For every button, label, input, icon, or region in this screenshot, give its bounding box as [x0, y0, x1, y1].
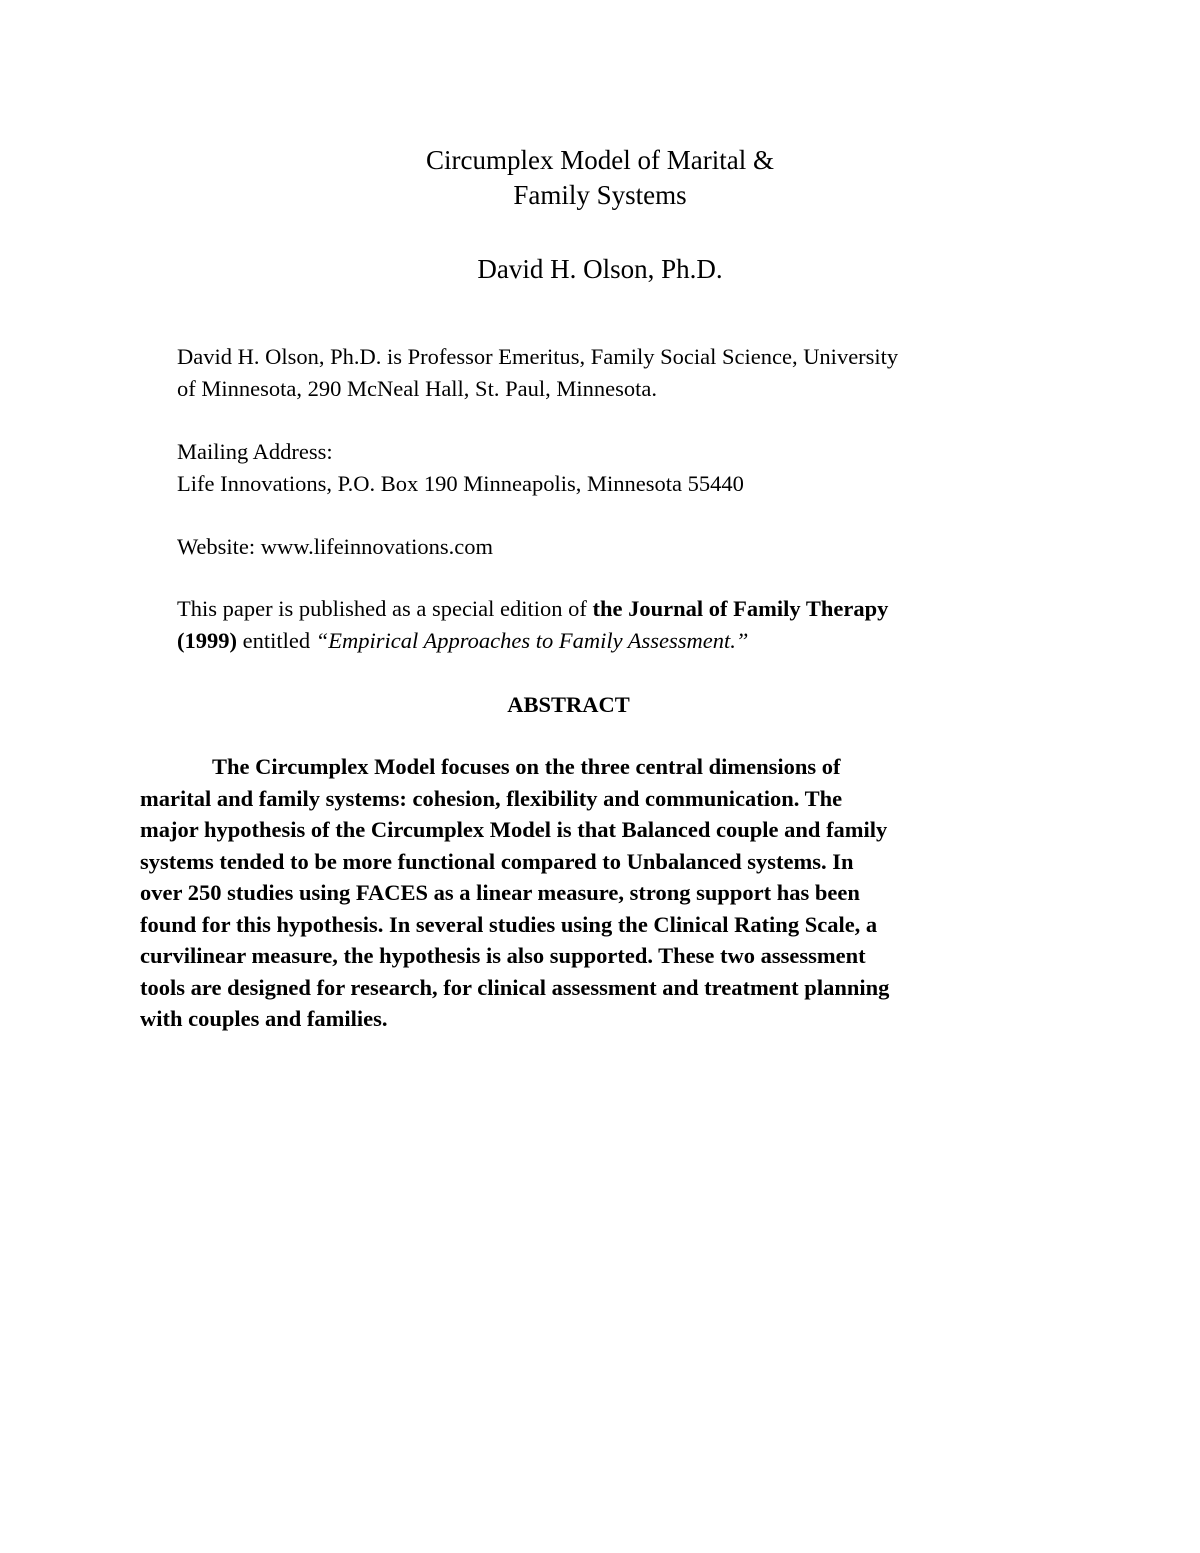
title-line-2: Family Systems [513, 180, 687, 210]
publication-note [177, 593, 1067, 656]
website-line: Website: www.lifeinnovations.com [177, 534, 494, 559]
mailing-address [177, 436, 1067, 499]
abstract-line: major hypothesis of the Circumplex Model is that Balanced couple and family [140, 817, 888, 842]
publication-line-1 [177, 593, 1067, 625]
edition-title: “Empirical Approaches to Family Assessment.” [315, 627, 749, 653]
affiliation-line-1: David H. Olson, Ph.D. is Professor Emeritus, Family Social Science, University [177, 344, 899, 369]
abstract-line: curvilinear measure, the hypothesis is also supported. These two assessment [140, 943, 866, 968]
website [177, 531, 1067, 563]
affiliation-line-2: of Minnesota, 290 McNeal Hall, St. Paul, Minnesota. [177, 375, 657, 401]
publication-prefix: This paper is published as a special edition of [177, 596, 593, 621]
abstract-line: marital and family systems: cohesion, flexibility and communication. The [140, 785, 843, 811]
journal-name: the Journal of Family Therapy [592, 596, 889, 621]
publication-line-2 [177, 625, 1067, 657]
mailing-address-line: Life Innovations, P.O. Box 190 Minneapolis, Minnesota 55440 [177, 470, 744, 496]
abstract-line: tools are designed for research, for clinical assessment and treatment planning [140, 974, 890, 1000]
abstract-heading: ABSTRACT [507, 692, 630, 717]
abstract-line: found for this hypothesis. In several studies using the Clinical Rating Scale, a [140, 911, 878, 937]
abstract-body [140, 751, 1064, 1035]
publication-entitled: entitled [237, 627, 316, 653]
title-line-1: Circumplex Model of Marital & [426, 145, 774, 175]
abstract-line: The Circumplex Model focuses on the three central dimensions of [212, 754, 841, 779]
abstract-line: systems tended to be more functional compared to Unbalanced systems. In [140, 848, 854, 874]
author-affiliation [177, 341, 1067, 404]
mailing-label: Mailing Address: [177, 439, 333, 464]
abstract-line: with couples and families. [140, 1006, 388, 1031]
paper-title [0, 143, 1200, 213]
author-name: David H. Olson, Ph.D. [477, 254, 723, 284]
abstract-line: over 250 studies using FACES as a linear measure, strong support has been [140, 880, 860, 905]
publication-year: (1999) [177, 627, 237, 653]
